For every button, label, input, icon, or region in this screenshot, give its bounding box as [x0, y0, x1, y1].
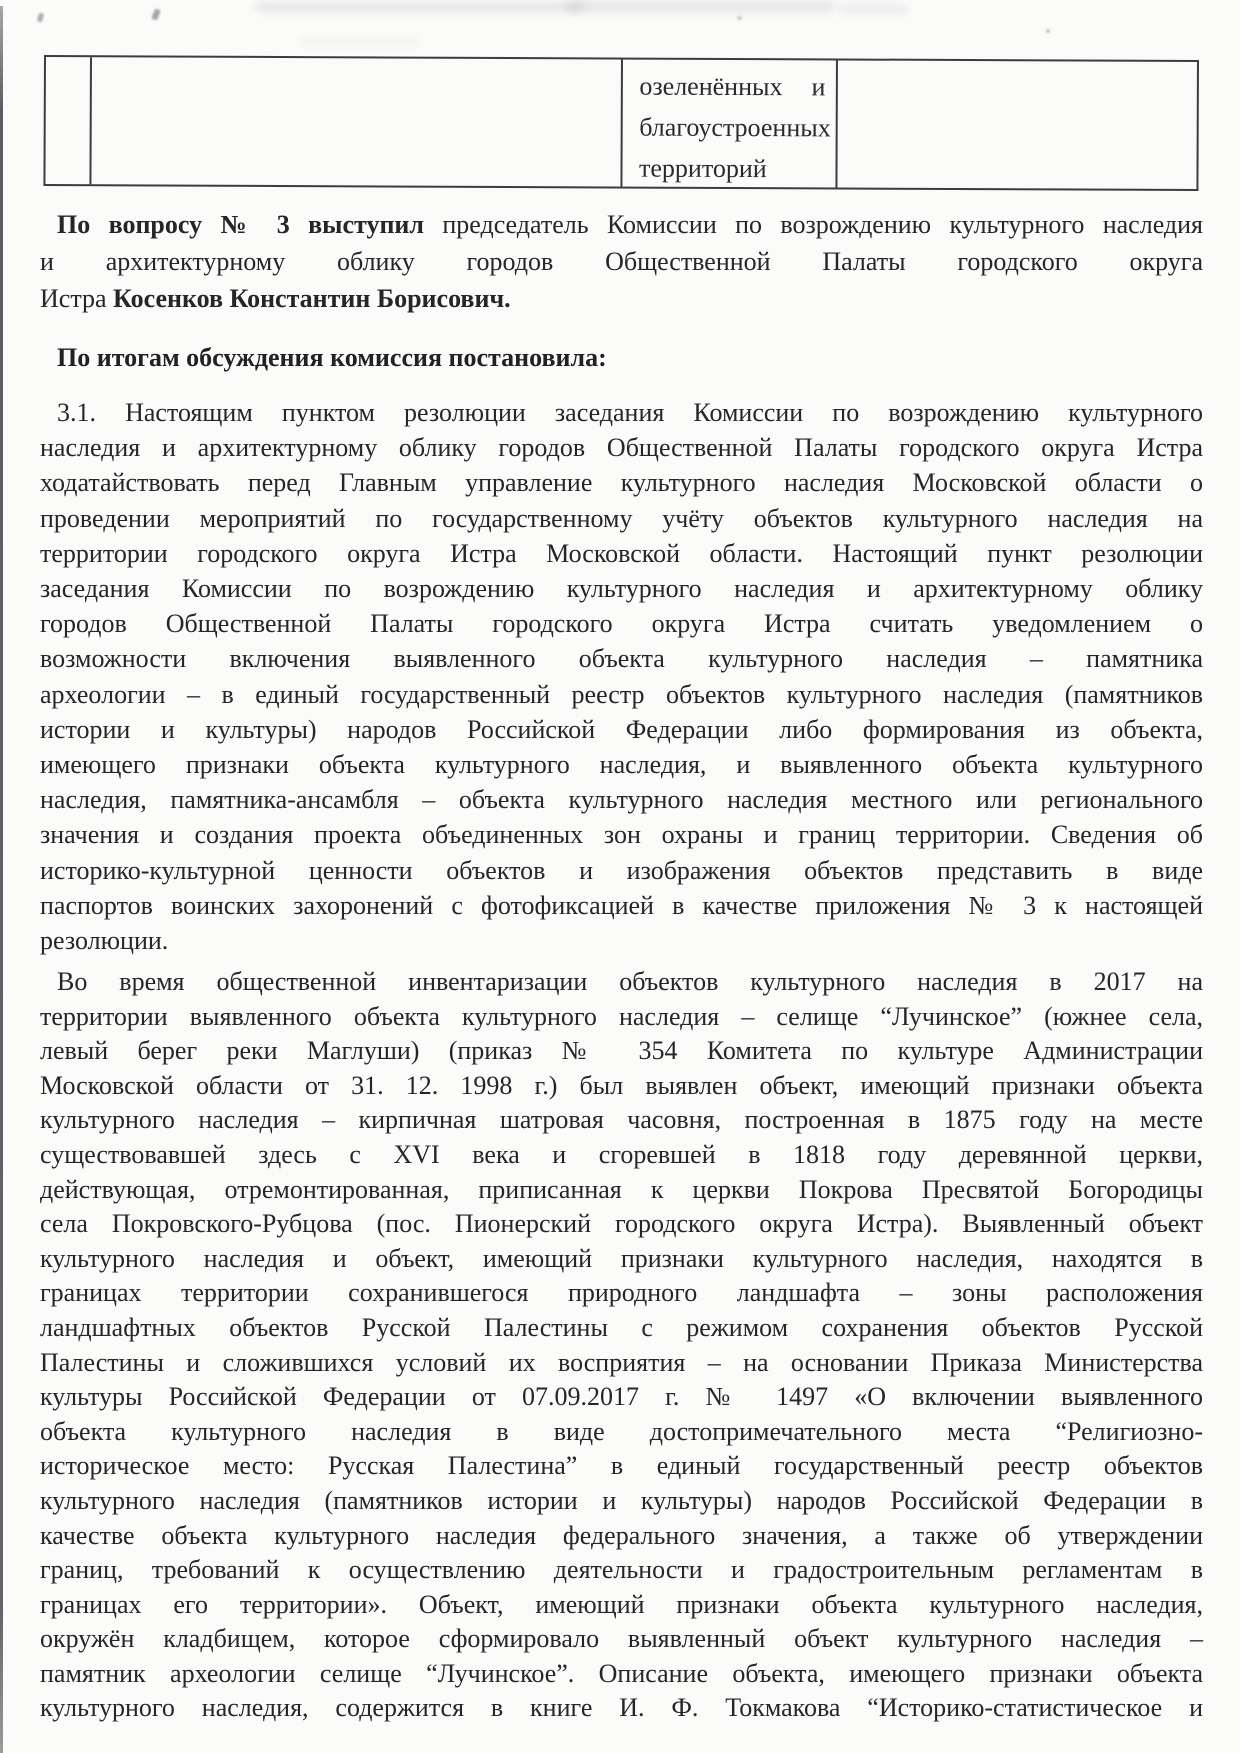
text-line: культурного наследия – кирпичная шатровая часовня, построенная в 1875 году на месте — [40, 1105, 1203, 1135]
text-line: Истра Косенков Константин Борисович. — [40, 284, 511, 313]
text-line: проведении мероприятий по государственному учёту объектов культурного наследия на — [40, 503, 1203, 533]
text-line: и архитектурному облику городов Общественной Палаты городского округа — [40, 247, 1203, 276]
text-line: окружён кладбищем, которое сформировало выявленный объект культурного наследия – — [40, 1624, 1203, 1654]
text-line: культурного наследия и объект, имеющий признаки культурного наследия, находятся в — [40, 1243, 1203, 1273]
scanner-edge-line — [0, 6, 3, 1753]
scan-artifact — [565, 0, 835, 13]
scan-speck — [151, 8, 161, 20]
text-line: наследия и архитектурному облику городов Общественной Палаты городского округа Истра — [40, 433, 1203, 463]
text-line: заседания Комиссии по возрождению культурного наследия и архитектурному облику — [40, 574, 1203, 604]
text-line: границах его территории». Объект, имеющий признаки объекта культурного наследия, — [40, 1589, 1203, 1619]
text-line: левый берег реки Маглуши) (приказ № 354 Комитета по культуре Администрации — [40, 1036, 1203, 1066]
text-line: историко-культурной ценности объектов и изображения объектов представить в виде — [40, 855, 1203, 885]
text-line: историческое место: Русская Палестина” в единый государственный реестр объектов — [40, 1451, 1203, 1481]
text-line: наследия, памятника-ансамбля – объекта культурного наследия местного или регионального — [40, 785, 1203, 815]
scan-speck — [1046, 29, 1050, 33]
text-line: существовавшей здесь с XVI века и сгоревшей в 1818 году деревянной церкви, — [40, 1139, 1203, 1169]
text-line: ходатайствовать перед Главным управление культурного наследия Московской области о — [40, 468, 1203, 498]
text-line: 3.1. Настоящим пунктом резолюции заседания Комиссии по возрождению культурного — [57, 398, 1203, 427]
text-line: территории выявленного объекта культурного наследия – селище “Лучинское” (южнее села, — [40, 1001, 1203, 1031]
paragraph-3-1-resolution — [40, 395, 1203, 958]
text-line: села Покровского-Рубцова (пос. Пионерский городского округа Истра). Выявленный объект — [40, 1209, 1203, 1239]
table-cell-territories: озеленённых и благоустроенных территорий — [622, 60, 838, 188]
text-line: городов Общественной Палаты городского округа Истра считать уведомлением о — [40, 609, 1203, 639]
table-fragment-row — [43, 55, 1199, 191]
text-line: значения и создания проекта объединенных зон охраны и границ территории. Сведения об — [40, 820, 1203, 850]
text-line: объекта культурного наследия в виде достопримечательного места “Религиозно- — [40, 1416, 1203, 1446]
text-line: границ, требований к осуществлению деятельности и градостроительным регламентам в — [40, 1555, 1203, 1585]
text-line: культурного наследия (памятников истории и культуры) народов Российской Федерации в — [40, 1485, 1203, 1515]
table-cell-number — [45, 57, 91, 184]
paragraph-public-inventory — [40, 965, 1203, 1726]
text-line: границах территории сохранившегося природного ландшафта – зоны расположения — [40, 1278, 1203, 1308]
text-line: памятник археологии селище “Лучинское”. Описание объекта, имеющего признаки объекта — [40, 1658, 1203, 1688]
scan-speck — [37, 13, 44, 23]
text-line: качестве объекта культурного наследия федерального значения, а также об утверждении — [40, 1520, 1203, 1550]
text-line: Московской области от 31. 12. 1998 г.) был выявлен объект, имеющий признаки объекта — [40, 1070, 1203, 1100]
text-line: культуры Российской Федерации от 07.09.2017 г. № 1497 «О включении выявленного — [40, 1382, 1203, 1412]
text-line: паспортов воинских захоронений с фотофиксацией в качестве приложения № 3 к настоящей — [40, 890, 1203, 920]
text-line: Палестины и сложившихся условий их восприятия – на основании Приказа Министерства — [40, 1347, 1203, 1377]
scan-artifact — [838, 5, 908, 13]
text-line: истории и культуры) народов Российской Федерации либо формирования из объекта, — [40, 714, 1203, 744]
table-cell-empty — [837, 60, 1197, 189]
scan-speck — [737, 16, 742, 20]
text-line: резолюции. — [40, 926, 169, 956]
text-line: территории городского округа Истра Московской области. Настоящий пункт резолюции — [40, 538, 1203, 568]
table-cell-empty — [91, 57, 622, 186]
text-line: возможности включения выявленного объекта культурного наследия – памятника — [40, 644, 1203, 674]
paragraph-question-3-speaker — [40, 206, 1203, 317]
text-line: действующая, отремонтированная, приписанная к церкви Покрова Пресвятой Богородицы — [40, 1174, 1203, 1204]
text-line: По вопросу № 3 выступил председатель Комиссии по возрождению культурного наследия — [57, 210, 1203, 239]
text-line: археологии – в единый государственный реестр объектов культурного наследия (памятников — [40, 679, 1203, 709]
scan-artifact — [255, 2, 585, 12]
heading-commission-resolution: По итогам обсуждения комиссия постановила: — [57, 343, 607, 372]
text-line: имеющего признаки объекта культурного наследия, и выявленного объекта культурного — [40, 750, 1203, 780]
scan-artifact — [300, 38, 420, 46]
text-line: культурного наследия, содержится в книге И. Ф. Токмакова “Историко-статистическое и — [40, 1693, 1203, 1723]
text-line: Во время общественной инвентаризации объектов культурного наследия в 2017 на — [57, 967, 1203, 996]
text-line: ландшафтных объектов Русской Палестины с режимом сохранения объектов Русской — [40, 1312, 1203, 1342]
